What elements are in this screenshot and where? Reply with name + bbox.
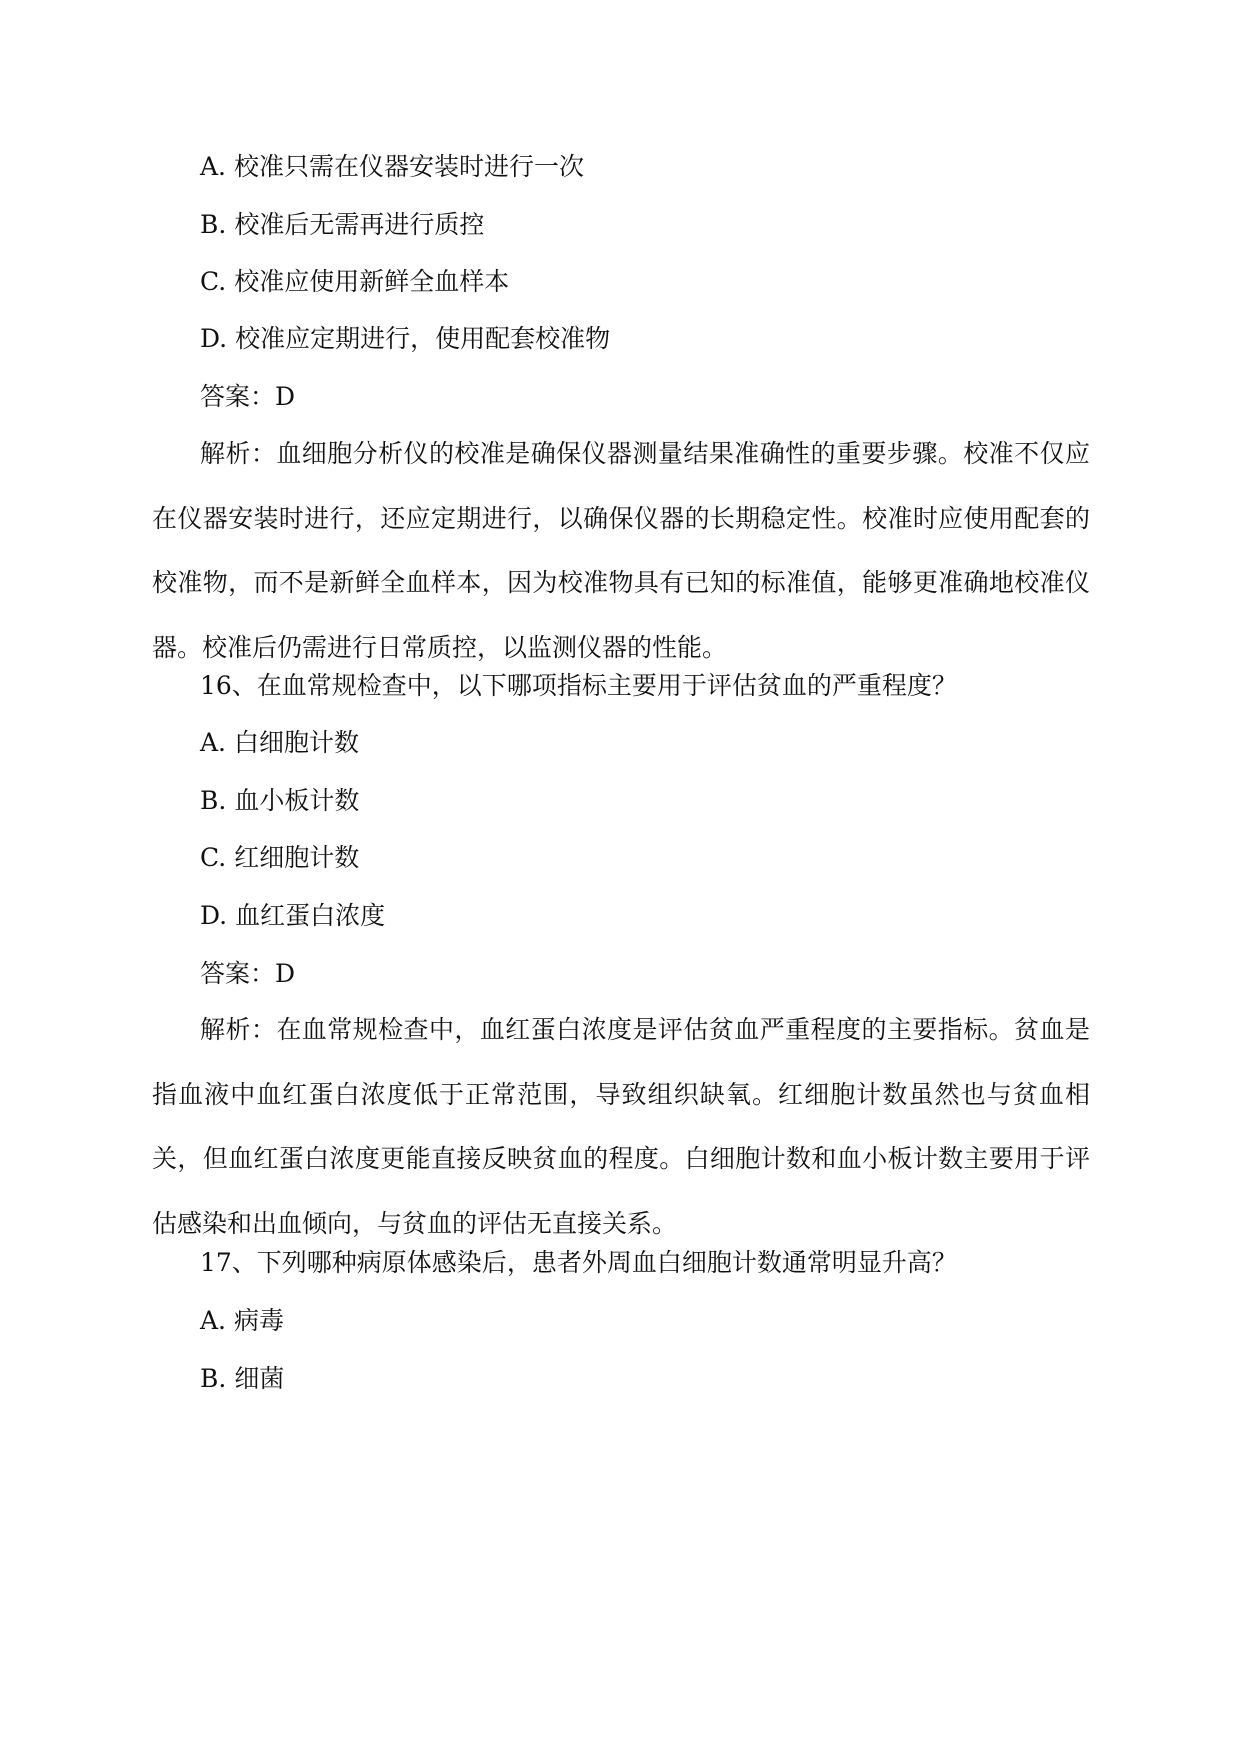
- option-line: [200, 210, 484, 240]
- option-line: [200, 786, 359, 816]
- option-line: [200, 843, 359, 873]
- option-text: 校准只需在仪器安装时进行一次: [234, 152, 585, 181]
- option-text: 红细胞计数: [234, 843, 360, 872]
- option-letter: B.: [200, 1364, 227, 1393]
- option-letter: D.: [200, 324, 228, 353]
- option-text: 血红蛋白浓度: [235, 901, 386, 930]
- option-letter: C.: [200, 267, 227, 296]
- question-line: 16、在血常规检查中，以下哪项指标主要用于评估贫血的严重程度？: [200, 671, 957, 700]
- question-line: 17、下列哪种病原体感染后，患者外周血白细胞计数通常明显升高？: [200, 1248, 957, 1277]
- option-letter: B.: [200, 786, 227, 815]
- option-letter: A.: [200, 1306, 227, 1335]
- option-text: 校准后无需再进行质控: [234, 210, 485, 239]
- option-letter: A.: [200, 152, 227, 181]
- option-line: [200, 267, 509, 297]
- option-line: [200, 1306, 284, 1336]
- option-text: 校准应使用新鲜全血样本: [234, 267, 510, 296]
- option-line: [200, 152, 584, 182]
- option-text: 细菌: [234, 1364, 285, 1393]
- option-line: [200, 1364, 284, 1394]
- option-text: 校准应定期进行，使用配套校准物: [235, 324, 611, 353]
- option-line: [200, 324, 610, 354]
- answer-line: 答案：D: [200, 959, 296, 988]
- explanation-paragraph: 解析：在血常规检查中，血红蛋白浓度是评估贫血严重程度的主要指标。贫血是指血液中血红蛋白浓度低于正常范围，导致组织缺氧。红细胞计数虽然也与贫血相关，但血红蛋白浓度更能直接反映贫血的程度。白细胞计数和血小板计数主要用于评估感染和出血倾向，与贫血的评估无直接关系。: [152, 1015, 1090, 1239]
- option-line: [200, 728, 359, 758]
- option-letter: C.: [200, 843, 227, 872]
- option-text: 血小板计数: [234, 786, 360, 815]
- explanation-paragraph: 解析：血细胞分析仪的校准是确保仪器测量结果准确性的重要步骤。校准不仅应在仪器安装时进行，还应定期进行，以确保仪器的长期稳定性。校准时应使用配套的校准物，而不是新鲜全血样本，因为校准物具有已知的标准值，能够更准确地校准仪器。校准后仍需进行日常质控，以监测仪器的性能。: [152, 439, 1090, 663]
- answer-line: 答案：D: [200, 382, 296, 411]
- option-letter: A.: [200, 728, 227, 757]
- option-line: [200, 901, 385, 931]
- option-letter: B.: [200, 210, 227, 239]
- option-text: 白细胞计数: [234, 728, 360, 757]
- option-text: 病毒: [234, 1306, 285, 1335]
- option-letter: D.: [200, 901, 228, 930]
